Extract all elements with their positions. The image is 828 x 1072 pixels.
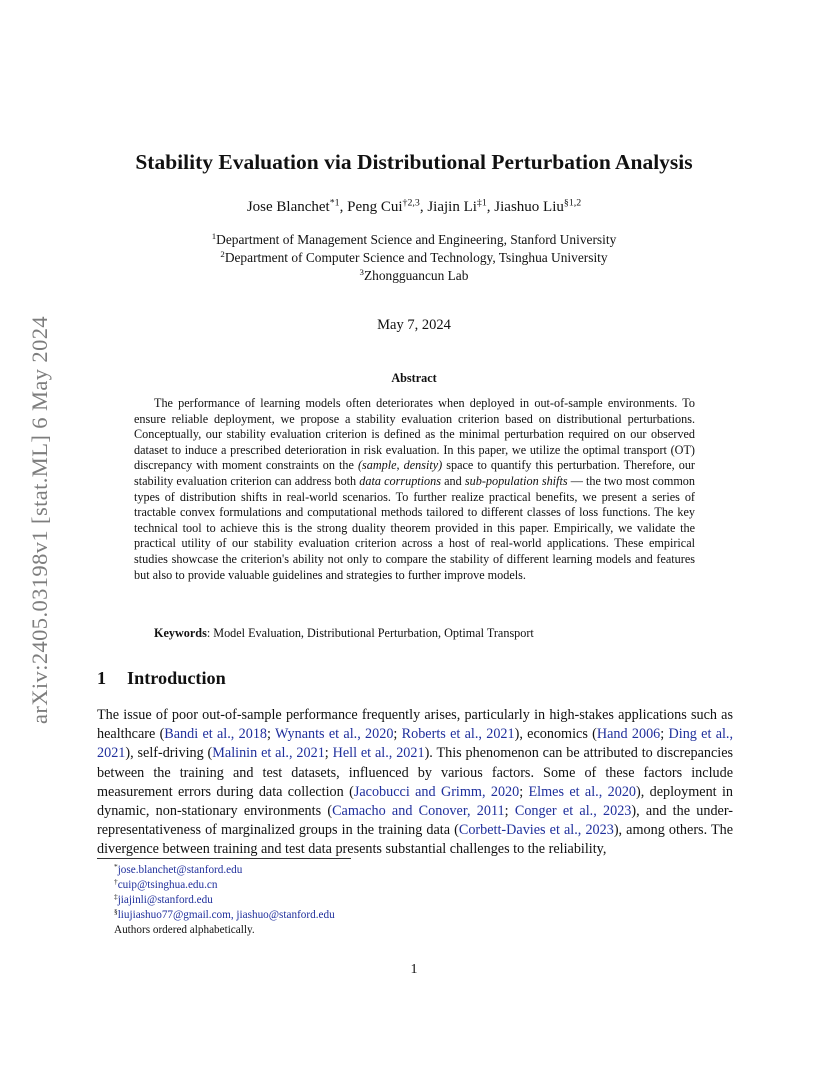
intro-text: ). This phenomenon can be attributed to discrepancies between the training and test datasets, influenced by various factors. Some of these factors include measurement errors during data collection (	[97, 745, 734, 800]
affiliation-text: Zhongguancun Lab	[363, 268, 469, 283]
intro-text: ), economics (	[514, 726, 597, 743]
author-marks: §1,2	[563, 197, 582, 209]
footnote	[114, 893, 335, 908]
abstract-text: space to quantify this perturbation. Therefore, our stability evaluation criterion can address both	[134, 458, 695, 488]
citation-link[interactable]: Conger et al., 2023	[514, 803, 632, 820]
affiliation	[0, 268, 828, 284]
intro-paragraph	[97, 706, 733, 860]
abstract-emphasis: (sample, density)	[357, 458, 443, 473]
author-name: Jiashuo Liu	[494, 199, 564, 215]
affiliation-number: 3	[359, 267, 364, 278]
citation-link[interactable]: 2006	[631, 726, 661, 743]
citation-link[interactable]: Wynants et al., 2020	[275, 726, 394, 743]
footnote-mark: §	[114, 906, 118, 916]
section-heading	[97, 668, 226, 689]
citation-link[interactable]: Bandi et al., 2018	[164, 726, 268, 743]
author-name: Jiajin Li	[427, 199, 477, 215]
citation-link[interactable]: Hand	[596, 726, 628, 743]
email-link[interactable]: jiajinli@stanford.edu	[117, 894, 213, 906]
abstract-body	[134, 396, 695, 583]
footnote-mark: ‡	[114, 891, 118, 901]
citation-link[interactable]: Ding et al., 2021	[97, 726, 734, 762]
footnote-mark: *	[114, 861, 118, 871]
intro-text: ;	[267, 726, 275, 743]
affiliation-number: 1	[211, 231, 217, 242]
intro-text: ;	[504, 803, 515, 820]
affiliation	[0, 232, 828, 248]
intro-text: ;	[393, 726, 402, 743]
abstract-emphasis: data corruptions	[359, 473, 441, 488]
intro-text: ;	[519, 783, 529, 800]
footnote-note: Authors ordered alphabetically.	[114, 924, 255, 936]
keywords-text: : Model Evaluation, Distributional Perturbation, Optimal Transport	[206, 626, 534, 640]
section-title: Introduction	[127, 668, 226, 688]
affiliation	[0, 250, 828, 266]
intro-text: ;	[660, 726, 669, 743]
affiliation-text: Department of Management Science and Engineering, Stanford University	[216, 232, 617, 247]
author-name: Peng Cui	[347, 199, 403, 215]
email-link[interactable]: cuip@tsinghua.edu.cn	[117, 879, 218, 891]
citation-link[interactable]: Hell et al., 2021	[332, 745, 425, 762]
citation-link[interactable]: Jacobucci and Grimm, 2020	[353, 783, 520, 800]
affiliation-number: 2	[220, 249, 225, 260]
abstract-emphasis: sub-population shifts	[464, 473, 568, 488]
footnote-mark: †	[114, 876, 118, 886]
email-link[interactable]: jose.blanchet@stanford.edu	[117, 864, 243, 876]
citation-link[interactable]: Corbett-Davies et al., 2023	[458, 822, 614, 839]
author-marks: ‡1	[476, 197, 487, 209]
footnote	[114, 908, 335, 923]
intro-text: ), and the under-representativeness of marginalized groups in the training data (	[97, 803, 734, 839]
abstract-text: The performance of learning models often deteriorates when deployed in out-of-sample environments. To ensure reliable deployment, we propose a stability evaluation criterion based on distributional perturbations. Conceptually, our stability evaluation criterion is defined as the minimal perturbation required on our observed dataset to induce a prescribed deterioration in risk evaluation. In this paper, we utilize the optimal transport (OT) discrepancy with moment constraints on the	[134, 396, 695, 473]
intro-text: The issue of poor out-of-sample performance frequently arises, particularly in high-stakes applications such as healthcare (	[97, 707, 733, 743]
paper-date: May 7, 2024	[377, 317, 451, 333]
intro-text: ;	[324, 745, 333, 762]
arxiv-stamp: arXiv:2405.03198v1 [stat.ML] 6 May 2024	[27, 315, 52, 725]
footnote	[114, 878, 335, 893]
abstract-text: — the two most common types of distribution shifts in real-world scenarios. To further realize practical benefits, we present a series of tractable convex formulations and computational methods tailored to different classes of loss functions. The key technical tool to achieve this is the strong duality theorem provided in this paper. Empirically, we validate the practical utility of our stability evaluation criterion across a host of real-world applications. These empirical studies showcase the criterion's ability not only to compare the stability of different learning models and features but also to provide valuable guidelines and strategies to further improve models.	[134, 473, 695, 582]
intro-text: ), self-driving (	[125, 745, 213, 762]
section-number: 1	[97, 668, 107, 688]
author-marks: †2,3	[402, 197, 420, 209]
keywords-line	[154, 626, 534, 641]
author-list: Jose Blanchet$^{*1}$, Peng Cui$^{\dagger 2,3}$, Jiajin Li$^{\ddagger 1}$, Jiashuo Liu$^{\S 1,2}$	[246, 197, 582, 215]
citation-link[interactable]: Roberts et al., 2021	[401, 726, 515, 743]
intro-text: ), among others. The divergence between training and test data presents substantial challenges to the reliability,	[97, 822, 734, 858]
citation-link[interactable]: Camacho and Conover, 2011	[332, 803, 505, 820]
citation-link[interactable]: Elmes et al., 2020	[528, 783, 636, 800]
affiliation-text: Department of Computer Science and Technology, Tsinghua University	[224, 250, 608, 265]
keywords-label: Keywords	[154, 626, 207, 640]
author-name: Jose Blanchet	[246, 199, 330, 215]
intro-text: ), deployment in dynamic, non-stationary environments (	[97, 783, 733, 820]
footnotes	[114, 863, 335, 938]
footnote-divider	[97, 858, 351, 859]
paper-title: Stability Evaluation via Distributional Perturbation Analysis	[135, 150, 693, 174]
abstract-heading: Abstract	[391, 371, 437, 385]
email-link[interactable]: liujiashuo77@gmail.com, jiashuo@stanford.edu	[117, 909, 335, 921]
abstract-text: and	[441, 473, 465, 488]
footnote	[114, 863, 335, 878]
author-marks: *1	[329, 197, 340, 209]
page-number: 1	[410, 962, 418, 977]
citation-link[interactable]: Malinin et al., 2021	[212, 745, 325, 762]
